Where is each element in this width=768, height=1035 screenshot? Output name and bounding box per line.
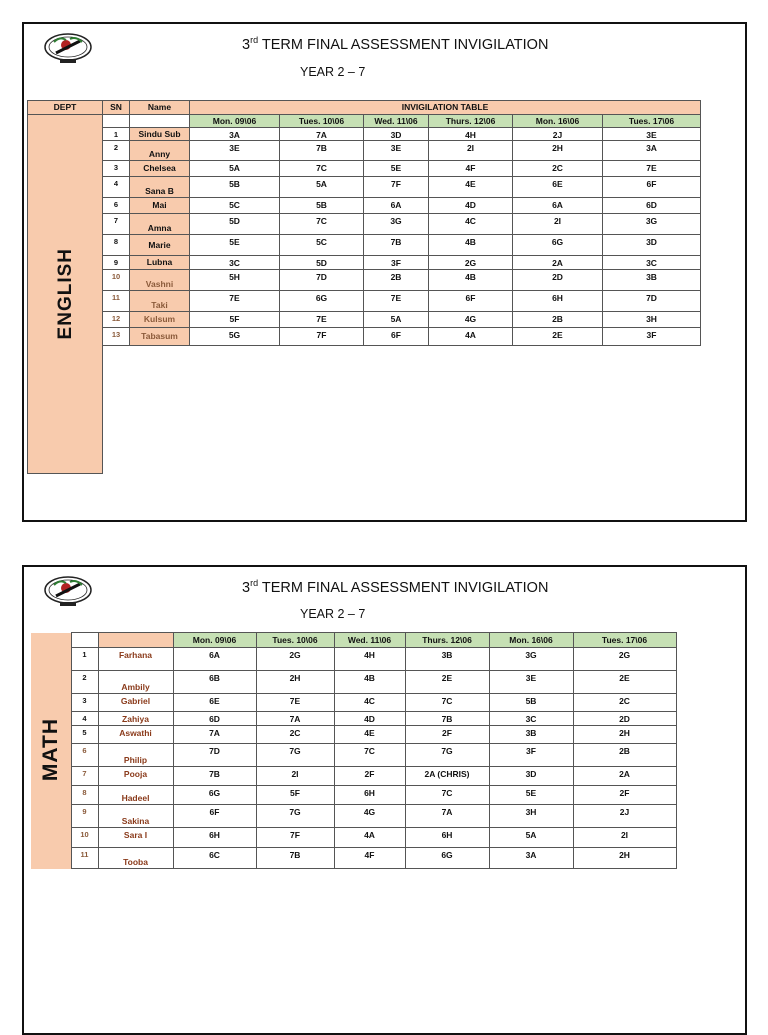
slot-cell: 7E <box>256 694 334 712</box>
slot-cell: 2H <box>573 848 676 869</box>
row-sn: 2 <box>103 141 130 161</box>
slot-cell: 7A <box>256 712 334 726</box>
row-sn: 6 <box>103 198 130 214</box>
name-subheader <box>130 115 190 128</box>
sn-subheader <box>71 633 98 648</box>
slot-cell: 6G <box>513 235 603 256</box>
table-row <box>31 712 676 726</box>
row-sn: 7 <box>103 214 130 235</box>
slot-cell: 6H <box>334 786 405 805</box>
slot-cell: 6H <box>405 828 489 848</box>
slot-cell: 7F <box>256 828 334 848</box>
day-header: Tues. 10\06 <box>280 115 364 128</box>
slot-cell: 3E <box>603 128 701 141</box>
document-page-math <box>22 565 747 1035</box>
slot-cell: 6A <box>364 198 429 214</box>
sn-subheader <box>103 115 130 128</box>
day-header: Mon. 09\06 <box>173 633 256 648</box>
row-name: Amna <box>130 214 190 235</box>
row-name: Sana B <box>130 177 190 198</box>
row-name: Sindu Sub <box>130 128 190 141</box>
table-row <box>28 198 701 214</box>
table-row <box>28 291 701 312</box>
slot-cell: 7D <box>173 744 256 767</box>
row-sn: 11 <box>103 291 130 312</box>
slot-cell: 3D <box>603 235 701 256</box>
slot-cell: 2B <box>573 744 676 767</box>
slot-cell: 5F <box>256 786 334 805</box>
slot-cell: 6D <box>603 198 701 214</box>
slot-cell: 6H <box>513 291 603 312</box>
row-name: Vashni <box>130 270 190 291</box>
slot-cell: 4G <box>334 805 405 828</box>
slot-cell: 6G <box>280 291 364 312</box>
document-subtitle: YEAR 2 – 7 <box>300 65 366 79</box>
table-row <box>31 828 676 848</box>
name-subheader <box>98 633 173 648</box>
slot-cell: 7G <box>405 744 489 767</box>
row-name: Marie <box>130 235 190 256</box>
table-row <box>28 128 701 141</box>
document-subtitle: YEAR 2 – 7 <box>300 607 366 621</box>
row-name: Tabasum <box>130 328 190 346</box>
slot-cell: 3B <box>405 648 489 671</box>
slot-cell: 5B <box>280 198 364 214</box>
slot-cell: 3G <box>489 648 573 671</box>
slot-cell: 2E <box>573 671 676 694</box>
table-row <box>31 648 676 671</box>
slot-cell: 6A <box>513 198 603 214</box>
table-row <box>28 312 701 328</box>
slot-cell: 7G <box>256 744 334 767</box>
slot-cell: 2I <box>573 828 676 848</box>
slot-cell: 3E <box>489 671 573 694</box>
dept-header: DEPT <box>28 101 103 115</box>
row-sn: 10 <box>103 270 130 291</box>
slot-cell: 2F <box>573 786 676 805</box>
slot-cell: 3F <box>364 256 429 270</box>
slot-cell: 5A <box>489 828 573 848</box>
slot-cell: 6F <box>364 328 429 346</box>
slot-cell: 2E <box>405 671 489 694</box>
slot-cell: 2A (CHRIS) <box>405 767 489 786</box>
row-sn: 8 <box>71 786 98 805</box>
sn-header: SN <box>103 101 130 115</box>
school-logo-icon <box>42 573 94 609</box>
row-name: Pooja <box>98 767 173 786</box>
table-row <box>31 848 676 869</box>
table-row <box>28 328 701 346</box>
slot-cell: 7B <box>173 767 256 786</box>
slot-cell: 3G <box>364 214 429 235</box>
slot-cell: 3F <box>489 744 573 767</box>
row-name: Hadeel <box>98 786 173 805</box>
row-name: Tooba <box>98 848 173 869</box>
slot-cell: 6G <box>405 848 489 869</box>
dept-cell <box>31 633 71 869</box>
row-sn: 8 <box>103 235 130 256</box>
table-row <box>31 726 676 744</box>
slot-cell: 7C <box>405 786 489 805</box>
slot-cell: 5A <box>364 312 429 328</box>
slot-cell: 7B <box>405 712 489 726</box>
slot-cell: 2F <box>334 767 405 786</box>
slot-cell: 5D <box>190 214 280 235</box>
slot-cell: 6F <box>173 805 256 828</box>
school-logo-icon <box>42 30 94 66</box>
slot-cell: 7D <box>280 270 364 291</box>
table-row <box>28 161 701 177</box>
day-header: Thurs. 12\06 <box>429 115 513 128</box>
slot-cell: 4C <box>429 214 513 235</box>
slot-cell: 2I <box>256 767 334 786</box>
row-sn: 1 <box>103 128 130 141</box>
slot-cell: 3C <box>190 256 280 270</box>
slot-cell: 7F <box>280 328 364 346</box>
row-name: Chelsea <box>130 161 190 177</box>
slot-cell: 5C <box>280 235 364 256</box>
table-row <box>28 256 701 270</box>
slot-cell: 3D <box>364 128 429 141</box>
slot-cell: 3G <box>603 214 701 235</box>
slot-cell: 4H <box>334 648 405 671</box>
slot-cell: 2E <box>513 328 603 346</box>
row-sn: 12 <box>103 312 130 328</box>
slot-cell: 5B <box>489 694 573 712</box>
row-name: Gabriel <box>98 694 173 712</box>
row-sn: 3 <box>103 161 130 177</box>
slot-cell: 7C <box>405 694 489 712</box>
document-title: 3rd TERM FINAL ASSESSMENT INVIGILATION <box>242 578 549 596</box>
day-header: Tues. 17\06 <box>573 633 676 648</box>
slot-cell: 2F <box>405 726 489 744</box>
table-row <box>28 235 701 256</box>
row-name: Ambily <box>98 671 173 694</box>
slot-cell: 4A <box>334 828 405 848</box>
slot-cell: 6D <box>173 712 256 726</box>
row-sn: 5 <box>71 726 98 744</box>
day-header: Mon. 16\06 <box>489 633 573 648</box>
slot-cell: 7E <box>364 291 429 312</box>
slot-cell: 5A <box>280 177 364 198</box>
slot-cell: 3F <box>603 328 701 346</box>
slot-cell: 7C <box>280 161 364 177</box>
row-sn: 4 <box>71 712 98 726</box>
day-header: Mon. 09\06 <box>190 115 280 128</box>
slot-cell: 4E <box>334 726 405 744</box>
slot-cell: 7A <box>405 805 489 828</box>
slot-cell: 5E <box>190 235 280 256</box>
document-page-english <box>22 22 747 522</box>
slot-cell: 2G <box>573 648 676 671</box>
slot-cell: 5E <box>489 786 573 805</box>
slot-cell: 2H <box>256 671 334 694</box>
table-row <box>31 744 676 767</box>
slot-cell: 3H <box>489 805 573 828</box>
slot-cell: 2I <box>513 214 603 235</box>
slot-cell: 2D <box>573 712 676 726</box>
table-row <box>28 214 701 235</box>
slot-cell: 5A <box>190 161 280 177</box>
row-sn: 9 <box>71 805 98 828</box>
slot-cell: 3E <box>364 141 429 161</box>
english-invigilation-table <box>27 100 701 474</box>
slot-cell: 4F <box>429 161 513 177</box>
slot-cell: 2H <box>513 141 603 161</box>
slot-cell: 2G <box>256 648 334 671</box>
slot-cell: 2D <box>513 270 603 291</box>
slot-cell: 2A <box>513 256 603 270</box>
row-name: Zahiya <box>98 712 173 726</box>
slot-cell: 7F <box>364 177 429 198</box>
slot-cell: 4E <box>429 177 513 198</box>
row-sn: 3 <box>71 694 98 712</box>
row-sn: 11 <box>71 848 98 869</box>
slot-cell: 4D <box>429 198 513 214</box>
slot-cell: 3C <box>489 712 573 726</box>
slot-cell: 4G <box>429 312 513 328</box>
day-header: Mon. 16\06 <box>513 115 603 128</box>
slot-cell: 6H <box>173 828 256 848</box>
row-sn: 4 <box>103 177 130 198</box>
day-header: Tues. 17\06 <box>603 115 701 128</box>
slot-cell: 3A <box>489 848 573 869</box>
slot-cell: 3B <box>603 270 701 291</box>
document-title: 3rd TERM FINAL ASSESSMENT INVIGILATION <box>242 35 549 53</box>
dept-cell <box>28 115 103 474</box>
slot-cell: 7C <box>334 744 405 767</box>
table-row <box>31 767 676 786</box>
table-row <box>31 671 676 694</box>
slot-cell: 7E <box>190 291 280 312</box>
slot-cell: 7A <box>280 128 364 141</box>
slot-cell: 2C <box>513 161 603 177</box>
slot-cell: 5B <box>190 177 280 198</box>
slot-cell: 6C <box>173 848 256 869</box>
slot-cell: 4D <box>334 712 405 726</box>
slot-cell: 2B <box>364 270 429 291</box>
row-sn: 1 <box>71 648 98 671</box>
slot-cell: 3H <box>603 312 701 328</box>
slot-cell: 4H <box>429 128 513 141</box>
table-row <box>28 270 701 291</box>
row-name: Lubna <box>130 256 190 270</box>
slot-cell: 3E <box>190 141 280 161</box>
row-sn: 2 <box>71 671 98 694</box>
day-header: Wed. 11\06 <box>364 115 429 128</box>
slot-cell: 7D <box>603 291 701 312</box>
row-name: Aswathi <box>98 726 173 744</box>
table-row <box>28 141 701 161</box>
slot-cell: 6F <box>429 291 513 312</box>
dept-label: MATH <box>39 718 63 782</box>
table-filler <box>28 346 701 474</box>
slot-cell: 6F <box>603 177 701 198</box>
table-row <box>28 177 701 198</box>
slot-cell: 2C <box>256 726 334 744</box>
slot-cell: 7B <box>364 235 429 256</box>
slot-cell: 5D <box>280 256 364 270</box>
row-sn: 10 <box>71 828 98 848</box>
table-row <box>31 786 676 805</box>
invigilation-table-header: INVIGILATION TABLE <box>190 101 701 115</box>
slot-cell: 7B <box>256 848 334 869</box>
slot-cell: 3B <box>489 726 573 744</box>
row-name: Philip <box>98 744 173 767</box>
slot-cell: 3D <box>489 767 573 786</box>
slot-cell: 4C <box>334 694 405 712</box>
slot-cell: 2I <box>429 141 513 161</box>
slot-cell: 2B <box>513 312 603 328</box>
row-name: Farhana <box>98 648 173 671</box>
row-sn: 7 <box>71 767 98 786</box>
slot-cell: 7C <box>280 214 364 235</box>
slot-cell: 2J <box>573 805 676 828</box>
slot-cell: 5C <box>190 198 280 214</box>
slot-cell: 3A <box>190 128 280 141</box>
slot-cell: 7E <box>280 312 364 328</box>
day-header: Wed. 11\06 <box>334 633 405 648</box>
slot-cell: 7A <box>173 726 256 744</box>
slot-cell: 4F <box>334 848 405 869</box>
slot-cell: 3A <box>603 141 701 161</box>
slot-cell: 5F <box>190 312 280 328</box>
slot-cell: 5H <box>190 270 280 291</box>
row-name: Mai <box>130 198 190 214</box>
row-name: Kulsum <box>130 312 190 328</box>
row-name: Taki <box>130 291 190 312</box>
slot-cell: 6E <box>513 177 603 198</box>
slot-cell: 7B <box>280 141 364 161</box>
slot-cell: 2C <box>573 694 676 712</box>
row-name: Anny <box>130 141 190 161</box>
row-sn: 6 <box>71 744 98 767</box>
slot-cell: 2J <box>513 128 603 141</box>
slot-cell: 5G <box>190 328 280 346</box>
day-header: Tues. 10\06 <box>256 633 334 648</box>
slot-cell: 6E <box>173 694 256 712</box>
row-name: Sakina <box>98 805 173 828</box>
table-row <box>31 694 676 712</box>
slot-cell: 4B <box>334 671 405 694</box>
slot-cell: 2H <box>573 726 676 744</box>
slot-cell: 5E <box>364 161 429 177</box>
slot-cell: 6B <box>173 671 256 694</box>
dept-label: ENGLISH <box>54 247 76 339</box>
slot-cell: 2G <box>429 256 513 270</box>
slot-cell: 6A <box>173 648 256 671</box>
slot-cell: 4B <box>429 270 513 291</box>
row-sn: 9 <box>103 256 130 270</box>
filler-cell <box>103 346 701 474</box>
slot-cell: 4B <box>429 235 513 256</box>
table-row <box>31 805 676 828</box>
name-header: Name <box>130 101 190 115</box>
row-name: Sara I <box>98 828 173 848</box>
slot-cell: 4A <box>429 328 513 346</box>
slot-cell: 7G <box>256 805 334 828</box>
math-invigilation-table <box>31 632 677 869</box>
row-sn: 13 <box>103 328 130 346</box>
day-header: Thurs. 12\06 <box>405 633 489 648</box>
slot-cell: 7E <box>603 161 701 177</box>
slot-cell: 6G <box>173 786 256 805</box>
slot-cell: 2A <box>573 767 676 786</box>
slot-cell: 3C <box>603 256 701 270</box>
